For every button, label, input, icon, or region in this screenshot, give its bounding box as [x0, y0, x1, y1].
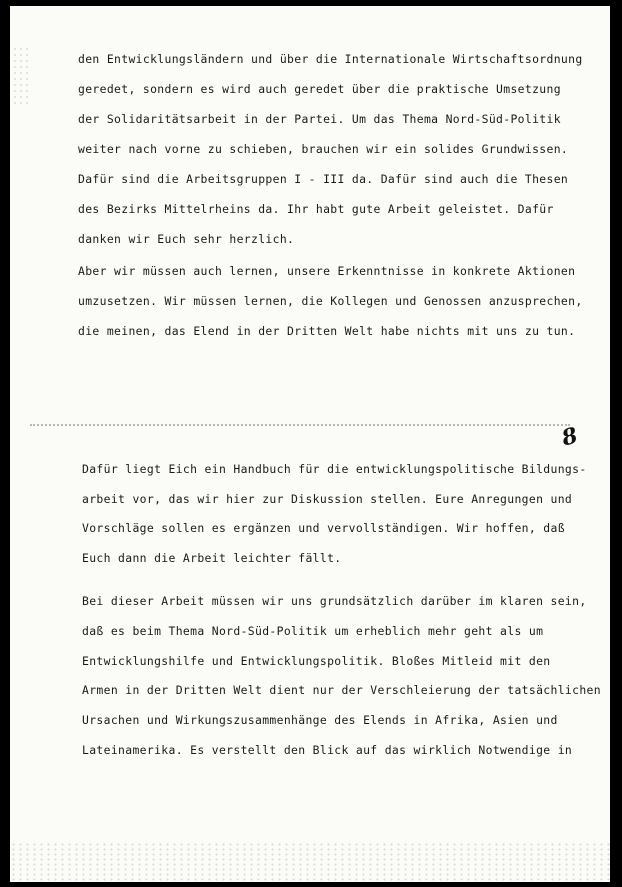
text-line: Euch dann die Arbeit leichter fällt. — [82, 551, 342, 565]
page-number: 8 — [558, 422, 581, 452]
text-line: Vorschläge sollen es ergänzen und vervollständigen. Wir hoffen, daß — [82, 521, 565, 535]
document-page — [10, 6, 610, 882]
text-line: der Solidaritätsarbeit in der Partei. Um das Thema Nord-Süd-Politik — [78, 112, 561, 126]
text-line: Dafür liegt Eich ein Handbuch für die entwicklungspolitische Bildungs- — [82, 462, 587, 476]
text-line: umzusetzen. Wir müssen lernen, die Kollegen und Genossen anzusprechen, — [78, 294, 583, 308]
text-line: danken wir Euch sehr herzlich. — [78, 232, 295, 246]
text-line: daß es beim Thema Nord-Süd-Politik um erheblich mehr geht als um — [82, 624, 544, 638]
text-line: die meinen, das Elend in der Dritten Welt habe nichts mit uns zu tun. — [78, 324, 576, 338]
text-line: Aber wir müssen auch lernen, unsere Erkenntnisse in konkrete Aktionen — [78, 264, 576, 278]
text-line: den Entwicklungsländern und über die Internationale Wirtschaftsordnung — [78, 52, 583, 66]
text-line: Bei dieser Arbeit müssen wir uns grundsätzlich darüber im klaren sein, — [82, 594, 587, 608]
text-line: des Bezirks Mittelrheins da. Ihr habt gute Arbeit geleistet. Dafür — [78, 202, 554, 216]
page-break-separator — [30, 424, 570, 426]
text-line: Entwicklungshilfe und Entwicklungspolitik. Bloßes Mitleid mit den — [82, 654, 551, 668]
text-line: arbeit vor, das wir hier zur Diskussion stellen. Eure Anregungen und — [82, 492, 573, 506]
scan-speckle-left — [12, 46, 30, 106]
text-line: Ursachen und Wirkungszusammenhänge des Elends in Afrika, Asien und — [82, 713, 558, 727]
text-line: Armen in der Dritten Welt dient nur der Verschleierung der tatsächlichen — [82, 683, 601, 697]
text-line: weiter nach vorne zu schieben, brauchen wir ein solides Grundwissen. — [78, 142, 569, 156]
scan-speckle-bottom — [10, 842, 610, 882]
text-line: Dafür sind die Arbeitsgruppen I - III da. Dafür sind auch die Thesen — [78, 172, 569, 186]
text-line: Lateinamerika. Es verstellt den Blick auf das wirklich Notwendige in — [82, 743, 573, 757]
text-line: geredet, sondern es wird auch geredet über die praktische Umsetzung — [78, 82, 561, 96]
